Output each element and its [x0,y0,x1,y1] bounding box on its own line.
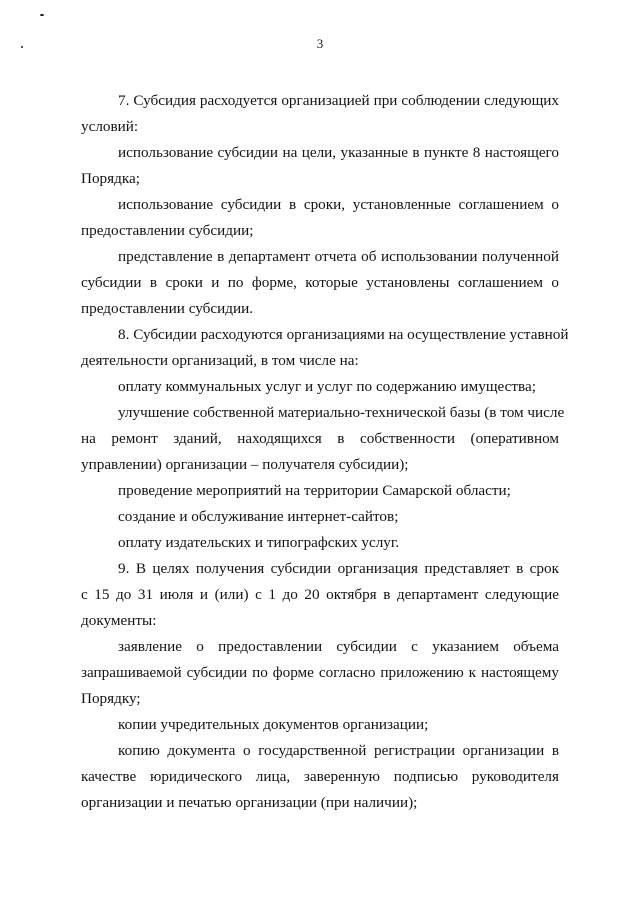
paragraph-p8a [81,374,559,400]
paragraph-line: 7. Субсидия расходуется организацией при соблюдении следующих [118,92,559,109]
paragraph-line: документы: [81,612,157,629]
paragraph-line: Порядка; [81,170,140,187]
paragraph-line: запрашиваемой субсидии по форме согласно приложению к настоящему [81,664,559,681]
paragraph-line: создание и обслуживание интернет-сайтов; [118,508,399,525]
paragraph-p9c [81,738,559,816]
paragraph-line: улучшение собственной материально-технической базы (в том числе [118,404,565,421]
paragraph-p9b [81,712,559,738]
paragraph-p7 [81,88,559,140]
paragraph-line: деятельности организаций, в том числе на: [81,352,359,369]
paragraph-line: 9. В целях получения субсидии организация представляет в срок [118,560,559,577]
paragraph-line: субсидии в сроки и по форме, которые установлены соглашением о [81,274,559,291]
paragraph-line: предоставлении субсидии; [81,222,254,239]
paragraph-line: 8. Субсидии расходуются организациями на осуществление уставной [118,326,569,343]
paragraph-p8 [81,322,569,374]
paragraph-line: использование субсидии на цели, указанные в пункте 8 настоящего [118,144,559,161]
paragraph-line: проведение мероприятий на территории Самарской области; [118,482,511,499]
paragraph-line: условий: [81,118,139,135]
paragraph-line: копии учредительных документов организации; [118,716,429,733]
paragraph-line: организации и печатью организации (при наличии); [81,794,418,811]
paragraph-line: оплату коммунальных услуг и услуг по содержанию имущества; [118,378,536,395]
paragraph-p8e [81,530,559,556]
paragraph-p9 [81,556,559,634]
paragraph-line: с 15 до 31 июля и (или) с 1 до 20 октября в департамент следующие [81,586,559,603]
paragraph-line: предоставлении субсидии. [81,300,254,317]
paragraph-line: использование субсидии в сроки, установленные соглашением о [118,196,559,213]
document-body [81,88,569,816]
paragraph-p7a [81,140,559,192]
paragraph-line: управлении) организации – получателя субсидии); [81,456,409,473]
paragraph-p8c [81,478,559,504]
paragraph-p8d [81,504,559,530]
paragraph-p7b [81,192,559,244]
scan-speck-mark [40,14,44,16]
paragraph-p7c [81,244,559,322]
paragraph-p8b [81,400,565,478]
page-number: 3 [316,36,324,51]
paragraph-line: оплату издательских и типографских услуг. [118,534,400,551]
paragraph-line: на ремонт зданий, находящихся в собственности (оперативном [81,430,559,447]
paragraph-line: копию документа о государственной регистрации организации в [118,742,559,759]
paragraph-p9a [81,634,559,712]
paragraph-line: качестве юридического лица, заверенную подписью руководителя [81,768,559,785]
paragraph-line: представление в департамент отчета об использовании полученной [118,248,559,265]
paragraph-line: заявление о предоставлении субсидии с указанием объема [118,638,559,655]
paragraph-line: Порядку; [81,690,141,707]
